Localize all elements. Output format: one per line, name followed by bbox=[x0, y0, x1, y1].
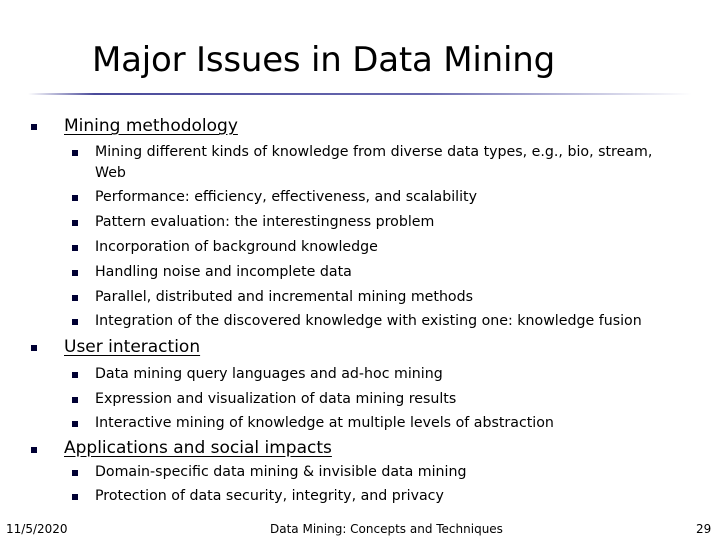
section-bullet bbox=[31, 447, 37, 453]
item-bullet bbox=[72, 372, 78, 378]
item-bullet bbox=[72, 150, 78, 156]
list-item-continuation: Web bbox=[95, 165, 126, 181]
list-item: Expression and visualization of data mining results bbox=[95, 391, 457, 407]
section-bullet bbox=[31, 124, 37, 130]
section-heading-applications: Applications and social impacts bbox=[64, 438, 332, 458]
item-bullet bbox=[72, 195, 78, 201]
slide-title: Major Issues in Data Mining bbox=[92, 40, 555, 80]
item-bullet bbox=[72, 470, 78, 476]
list-item: Mining different kinds of knowledge from diverse data types, e.g., bio, stream, bbox=[95, 144, 653, 160]
section-heading-mining-methodology: Mining methodology bbox=[64, 116, 238, 136]
list-item: Interactive mining of knowledge at multiple levels of abstraction bbox=[95, 415, 554, 431]
item-bullet bbox=[72, 421, 78, 427]
section-bullet bbox=[31, 345, 37, 351]
footer-date: 11/5/2020 bbox=[6, 522, 68, 536]
list-item: Data mining query languages and ad-hoc mining bbox=[95, 366, 443, 382]
item-bullet bbox=[72, 245, 78, 251]
list-item: Protection of data security, integrity, and privacy bbox=[95, 488, 444, 504]
item-bullet bbox=[72, 319, 78, 325]
list-item: Integration of the discovered knowledge with existing one: knowledge fusion bbox=[95, 313, 642, 329]
item-bullet bbox=[72, 270, 78, 276]
title-divider bbox=[28, 93, 692, 95]
list-item: Parallel, distributed and incremental mining methods bbox=[95, 289, 474, 305]
list-item: Domain-specific data mining & invisible data mining bbox=[95, 464, 467, 480]
item-bullet bbox=[72, 295, 78, 301]
list-item: Pattern evaluation: the interestingness problem bbox=[95, 214, 435, 230]
section-heading-user-interaction: User interaction bbox=[64, 337, 201, 357]
item-bullet bbox=[72, 397, 78, 403]
list-item: Performance: efficiency, effectiveness, and scalability bbox=[95, 189, 478, 205]
item-bullet bbox=[72, 494, 78, 500]
item-bullet bbox=[72, 220, 78, 226]
list-item: Incorporation of background knowledge bbox=[95, 239, 378, 255]
list-item: Handling noise and incomplete data bbox=[95, 264, 352, 280]
footer-title: Data Mining: Concepts and Techniques bbox=[270, 522, 503, 536]
page-number: 29 bbox=[696, 522, 712, 536]
